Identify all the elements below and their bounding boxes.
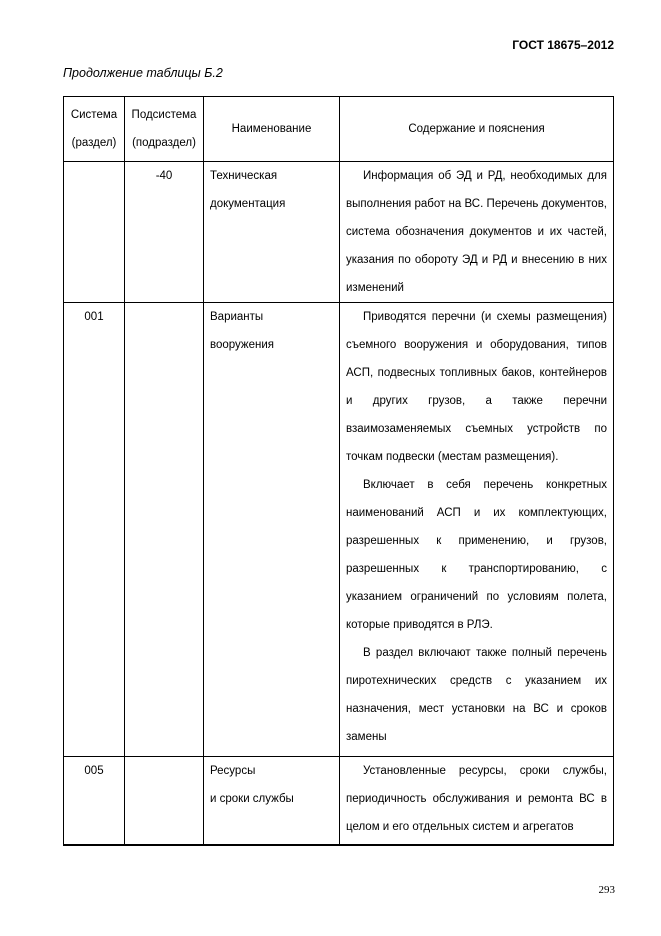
page-number: 293 xyxy=(598,884,615,896)
table-caption: Продолжение таблицы Б.2 xyxy=(63,66,223,80)
header-content xyxy=(340,97,614,162)
section-content xyxy=(340,162,614,303)
section-name xyxy=(204,303,340,757)
header-system-line: Система xyxy=(70,109,118,121)
subsystem-code xyxy=(125,757,204,845)
section-name-line: и сроки службы xyxy=(210,793,294,805)
header-name xyxy=(204,97,340,162)
content-paragraph: Приводятся перечни (и схемы размещения) съемного вооружения и оборудования, типов АСП, подвесных топливных баков, контейнеров и других грузов, а также перечни взаимозаменяемых съемных устройств по точкам подвески (местам размещения). xyxy=(346,311,607,463)
standard-code: ГОСТ 18675–2012 xyxy=(512,38,614,52)
content-paragraph: В раздел включают также полный перечень пиротехнических средств с указанием их назначения, мест установки на ВС и сроков замены xyxy=(346,647,607,743)
section-name-line: документация xyxy=(210,198,286,210)
table-header-row xyxy=(64,97,614,162)
section-name-line: Ресурсы xyxy=(210,765,256,777)
content-paragraph: Информация об ЭД и РД, необходимых для выполнения работ на ВС. Перечень документов, система обозначения документов и их частей, указания по обороту ЭД и РД и внесению в них изменений xyxy=(346,170,607,294)
subsystem-code: -40 xyxy=(125,162,204,303)
content-paragraph: Включает в себя перечень конкретных наименований АСП и их комплектующих, разрешенных к применению, и грузов, разрешенных к транспортированию, с указанием ограничений по условиям полета, которые приводятся в РЛЭ. xyxy=(346,479,607,631)
system-code: 005 xyxy=(64,757,125,845)
section-name xyxy=(204,162,340,303)
section-name xyxy=(204,757,340,845)
section-content xyxy=(340,303,614,757)
section-name-line: Техническая xyxy=(210,170,278,182)
table-row xyxy=(64,303,614,757)
header-subsystem-line: Подсистема xyxy=(131,109,197,121)
section-content xyxy=(340,757,614,845)
subsystem-code xyxy=(125,303,204,757)
header-system-line: (раздел) xyxy=(71,137,117,149)
header-system xyxy=(64,97,125,162)
header-name-line: Наименование xyxy=(231,123,312,135)
header-subsystem xyxy=(125,97,204,162)
system-code xyxy=(64,162,125,303)
table-row xyxy=(64,757,614,845)
section-name-line: вооружения xyxy=(210,339,275,351)
section-name-line: Варианты xyxy=(210,311,264,323)
header-subsystem-line: (подраздел) xyxy=(132,137,196,149)
system-code: 001 xyxy=(64,303,125,757)
table-row xyxy=(64,162,614,303)
main-table xyxy=(63,96,614,846)
content-paragraph: Установленные ресурсы, сроки службы, периодичность обслуживания и ремонта ВС в целом и его отдельных систем и агрегатов xyxy=(346,765,607,833)
header-content-line: Содержание и пояснения xyxy=(408,123,545,135)
